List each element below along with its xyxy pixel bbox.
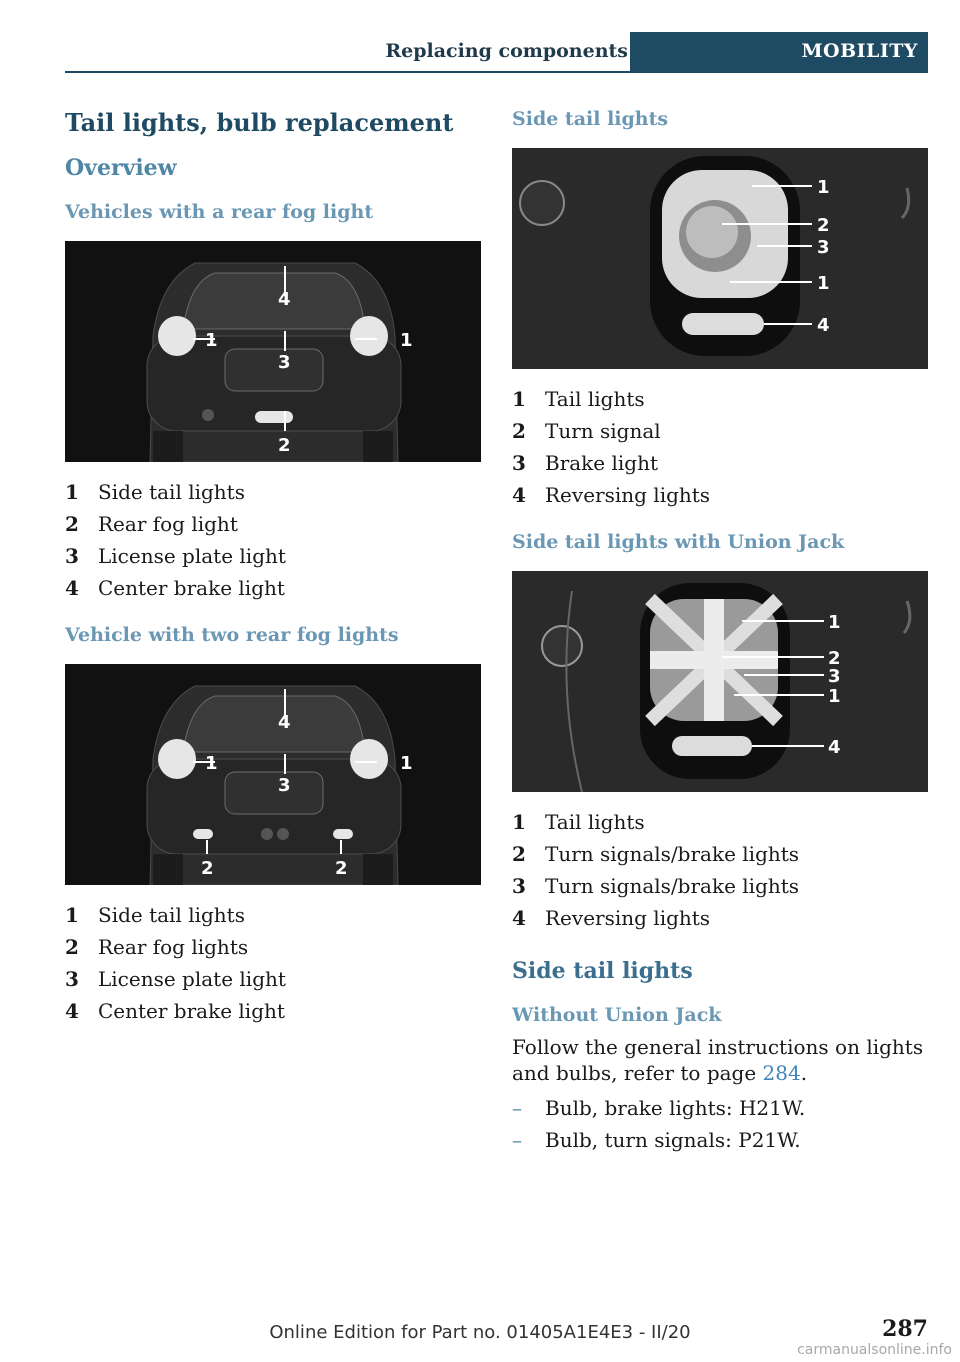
union-jack-light-illustration xyxy=(512,571,928,792)
overview-heading: Overview xyxy=(65,155,177,181)
fig4-heading: Side tail lights with Union Jack xyxy=(512,531,845,553)
car-rear-illustration xyxy=(65,241,481,462)
header-chapter-tab: MOBILITY xyxy=(630,32,928,71)
fig4-callout: 3 xyxy=(828,666,841,687)
legend-item: 4 Reversing lights xyxy=(512,483,711,507)
legend-item: 4 Center brake light xyxy=(65,576,285,600)
section-heading: Side tail lights xyxy=(512,958,693,984)
legend-item: 1 Side tail lights xyxy=(65,480,245,504)
page-title: Tail lights, bulb replacement xyxy=(65,108,454,137)
right-column xyxy=(512,100,928,1156)
fig2-legend xyxy=(65,899,481,1027)
car-rear-illustration xyxy=(65,664,481,885)
fig2-callout: 1 xyxy=(205,753,218,774)
figure-rear-two-fog xyxy=(65,664,481,885)
page-number: 287 xyxy=(882,1316,928,1342)
fig4-callout: 4 xyxy=(828,737,841,758)
fig4-callout: 1 xyxy=(828,686,841,707)
left-column xyxy=(65,100,481,1027)
fig3-callout: 1 xyxy=(817,177,830,198)
fig2-callout: 2 xyxy=(201,858,214,879)
figure-rear-one-fog xyxy=(65,241,481,462)
fig4-callout: 2 xyxy=(828,648,841,669)
figure-union-jack-tail-lights xyxy=(512,571,928,792)
fig1-callout: 1 xyxy=(205,330,218,351)
fig3-callout: 1 xyxy=(817,273,830,294)
legend-item: 2 Turn signals/brake lights xyxy=(512,842,800,866)
fig1-callout: 1 xyxy=(400,330,413,351)
legend-item: 3 License plate light xyxy=(65,544,286,568)
legend-item: 2 Rear fog lights xyxy=(65,935,249,959)
fig2-callout: 4 xyxy=(278,712,291,733)
fig2-heading: Vehicle with two rear fog lights xyxy=(65,624,399,646)
fig2-callout: 2 xyxy=(335,858,348,879)
fig2-callout: 3 xyxy=(278,775,291,796)
figure-side-tail-lights xyxy=(512,148,928,369)
legend-item: 3 License plate light xyxy=(65,967,286,991)
sub-heading: Without Union Jack xyxy=(512,1004,722,1026)
list-item: – Bulb, turn signals: P21W. xyxy=(512,1128,801,1152)
fig1-legend xyxy=(65,476,481,604)
tail-light-closeup-illustration xyxy=(512,148,928,369)
fig1-heading: Vehicles with a rear fog light xyxy=(65,201,374,223)
bulb-list xyxy=(512,1092,928,1156)
list-item: – Bulb, brake lights: H21W. xyxy=(512,1096,806,1120)
legend-item: 2 Rear fog light xyxy=(65,512,238,536)
fig2-callout: 1 xyxy=(400,753,413,774)
page-header xyxy=(65,32,928,73)
fig3-heading: Side tail lights xyxy=(512,108,669,130)
body-paragraph: Follow the general instructions on lights and bulbs, refer to page 284. xyxy=(512,1035,924,1085)
fig1-callout: 2 xyxy=(278,435,291,456)
fig4-legend xyxy=(512,806,928,934)
fig3-legend xyxy=(512,383,928,511)
legend-item: 3 Turn signals/brake lights xyxy=(512,874,800,898)
fig1-callout: 4 xyxy=(278,289,291,310)
header-section-title: Replacing components xyxy=(385,40,628,62)
legend-item: 3 Brake light xyxy=(512,451,659,475)
fig1-callout: 3 xyxy=(278,352,291,373)
legend-item: 1 Tail lights xyxy=(512,810,645,834)
watermark: carmanualsonline.info xyxy=(797,1342,952,1358)
legend-item: 4 Center brake light xyxy=(65,999,285,1023)
legend-item: 1 Side tail lights xyxy=(65,903,245,927)
fig3-callout: 4 xyxy=(817,315,830,336)
legend-item: 1 Tail lights xyxy=(512,387,645,411)
edition-footer: Online Edition for Part no. 01405A1E4E3 - II/20 xyxy=(269,1322,691,1343)
legend-item: 2 Turn signal xyxy=(512,419,661,443)
page-reference-link[interactable]: 284 xyxy=(762,1061,801,1085)
fig3-callout: 3 xyxy=(817,237,830,258)
fig4-callout: 1 xyxy=(828,612,841,633)
fig3-callout: 2 xyxy=(817,215,830,236)
legend-item: 4 Reversing lights xyxy=(512,906,711,930)
